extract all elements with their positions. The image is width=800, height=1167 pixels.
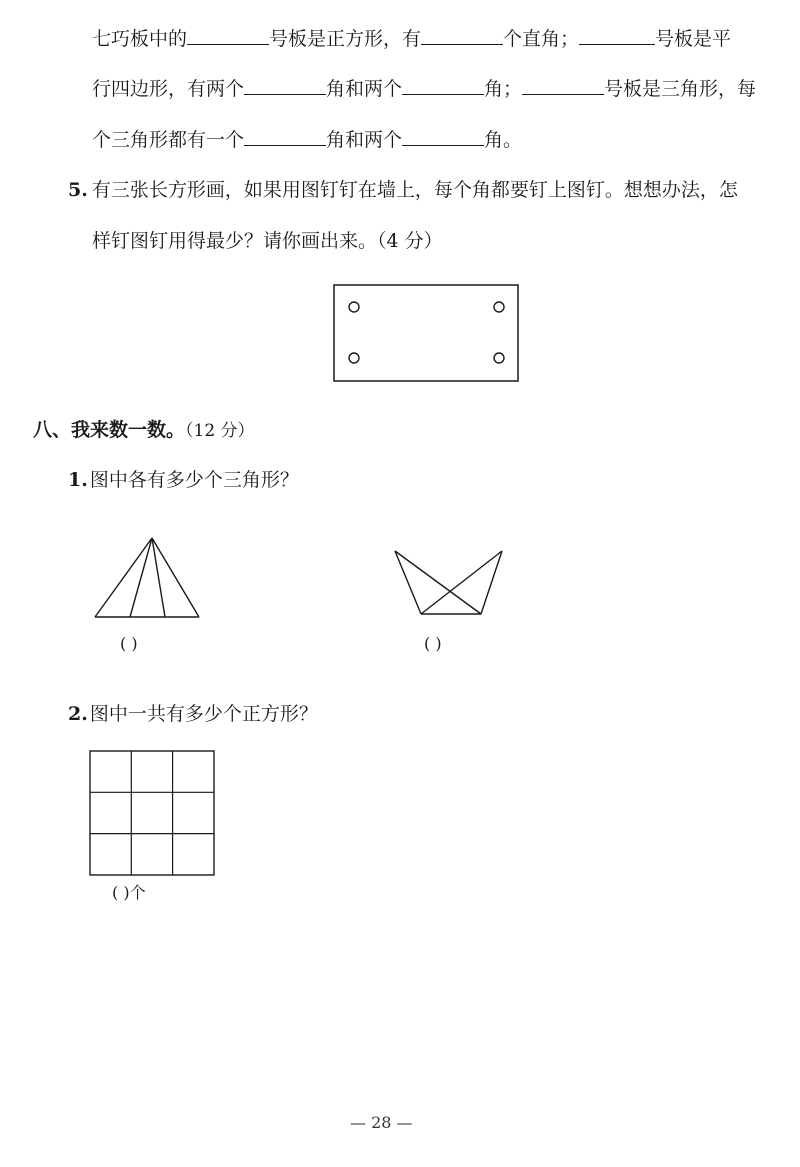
triangle-fan-figure <box>92 535 204 621</box>
pin-bottom-right <box>494 353 504 363</box>
q4-line3-text2: 角和两个 <box>326 129 403 151</box>
q8-2-number: 2. <box>68 703 88 725</box>
square-grid-figure <box>88 749 218 879</box>
rectangle-picture <box>334 285 518 381</box>
blank-triangle-tile-number[interactable] <box>522 76 604 95</box>
answer-triangle-fan[interactable]: ( ) <box>120 634 138 653</box>
q4-line2-text2: 角和两个 <box>326 78 403 100</box>
q5-number: 5. <box>68 179 88 201</box>
rectangle-picture-figure <box>332 283 522 385</box>
section8-heading <box>33 418 255 443</box>
blank-parallelogram-tile-number[interactable] <box>579 26 655 45</box>
q5-text-line2: 样钉图钉用得最少？请你画出来。（4 分） <box>92 230 443 252</box>
q8-1-number: 1. <box>68 469 88 491</box>
q4-line1-text4: 号板是平 <box>655 28 732 50</box>
q4-line2-text1: 行四边形，有两个 <box>92 78 245 100</box>
q8-2-text: 图中一共有多少个正方形？ <box>89 703 318 725</box>
blank-square-tile-number[interactable] <box>187 26 269 45</box>
q5-text-line1: 有三张长方形画，如果用图钉钉在墙上，每个角都要钉上图钉。想想办法，怎 <box>91 179 738 201</box>
q5-line2 <box>92 229 443 253</box>
section8-points: （12 分） <box>185 421 255 441</box>
blank-right-angle-count[interactable] <box>421 26 503 45</box>
blank-parallelogram-angle-1[interactable] <box>244 76 326 95</box>
q8-2-line <box>68 702 318 726</box>
q4-line2-text3: 角； <box>484 78 523 100</box>
q4-line3 <box>92 127 522 152</box>
q8-1-text: 图中各有多少个三角形？ <box>89 469 299 491</box>
q4-line1-text2: 号板是正方形，有 <box>269 28 422 50</box>
pin-bottom-left <box>349 353 359 363</box>
q4-line3-text1: 个三角形都有一个 <box>92 129 245 151</box>
pin-top-left <box>349 302 359 312</box>
blank-triangle-angle-2[interactable] <box>402 127 484 146</box>
q4-line2-text4: 号板是三角形，每 <box>604 78 757 100</box>
crossed-triangles-figure <box>392 548 506 618</box>
q4-line1-text3: 个直角； <box>503 28 580 50</box>
pin-top-right <box>494 302 504 312</box>
page-number: — 28 — <box>350 1113 413 1132</box>
answer-crossed-triangles[interactable]: ( ) <box>424 634 442 653</box>
q4-line1-text1: 七巧板中的 <box>92 28 188 50</box>
q4-line3-text3: 角。 <box>484 129 523 151</box>
q8-1-line <box>68 468 299 492</box>
blank-triangle-angle-1[interactable] <box>244 127 326 146</box>
q4-line2 <box>92 76 756 101</box>
q5-line1 <box>68 178 738 202</box>
section8-title: 八、我来数一数。 <box>33 419 186 441</box>
q4-line1 <box>92 26 731 51</box>
blank-parallelogram-angle-2[interactable] <box>402 76 484 95</box>
answer-square-count[interactable]: ( )个 <box>112 883 146 902</box>
